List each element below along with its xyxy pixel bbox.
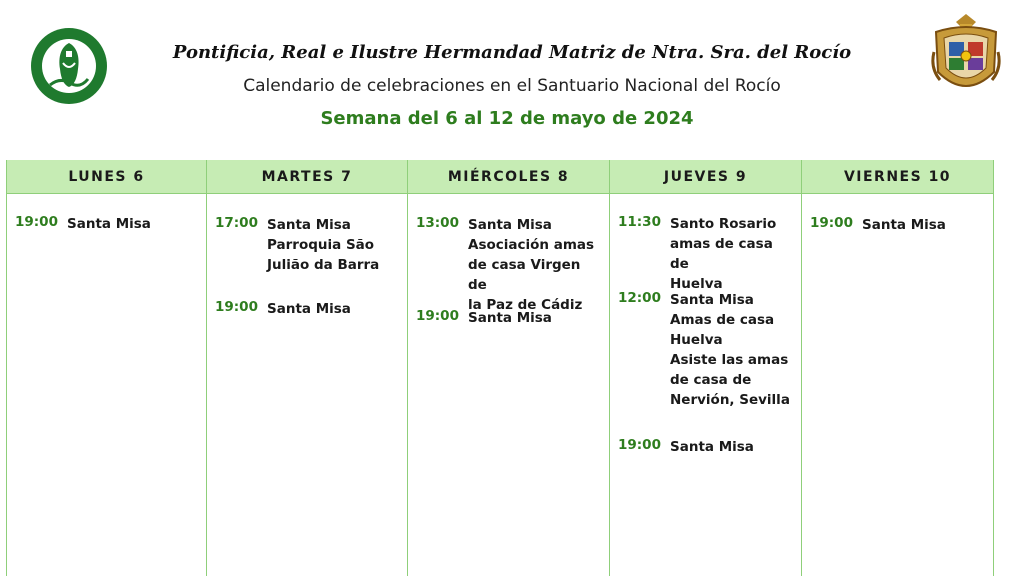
weekly-calendar — [6, 160, 994, 576]
event-line: de casa de — [670, 372, 752, 388]
event-line: Parroquia São — [267, 237, 375, 253]
event-time: 19:00 — [215, 299, 258, 315]
day-column-thursday — [609, 160, 801, 576]
event-line: de casa Virgen de — [468, 257, 581, 293]
event-description — [67, 214, 200, 234]
event-description — [670, 290, 795, 410]
event-line: Santa Misa — [670, 292, 754, 308]
event-line: Santa Misa — [67, 216, 151, 232]
event-description — [468, 308, 603, 328]
event-item — [810, 215, 987, 235]
day-header: LUNES 6 — [7, 160, 206, 194]
event-line: Santa Misa — [267, 301, 351, 317]
event-time: 13:00 — [416, 215, 459, 231]
day-header: VIERNES 10 — [802, 160, 993, 194]
event-item — [215, 299, 401, 319]
event-time: 17:00 — [215, 215, 258, 231]
event-line: la Paz de Cádiz — [468, 297, 583, 313]
day-column-monday — [6, 160, 206, 576]
event-item — [15, 214, 200, 234]
event-line: Amas de casa — [670, 312, 775, 328]
event-line: Santa Misa — [862, 217, 946, 233]
event-time: 12:00 — [618, 290, 661, 306]
event-item — [618, 290, 795, 410]
event-line: Nervión, Sevilla — [670, 392, 790, 408]
event-description — [267, 215, 401, 275]
event-description — [670, 214, 795, 294]
event-description — [468, 215, 603, 315]
day-header: MIÉRCOLES 8 — [408, 160, 609, 194]
day-header: MARTES 7 — [207, 160, 407, 194]
event-time: 19:00 — [810, 215, 853, 231]
page-title: Pontificia, Real e Ilustre Hermandad Matriz de Ntra. Sra. del Rocío — [172, 42, 852, 63]
event-line: Huelva — [670, 332, 723, 348]
event-line: amas de casa de — [670, 236, 773, 272]
event-description — [862, 215, 987, 235]
event-line: Huelva — [670, 276, 723, 292]
day-column-friday — [801, 160, 994, 576]
event-time: 19:00 — [618, 437, 661, 453]
event-time: 11:30 — [618, 214, 661, 230]
event-item — [618, 214, 795, 294]
event-item — [416, 215, 603, 315]
day-column-tuesday — [206, 160, 407, 576]
event-line: Santa Misa — [468, 217, 552, 233]
event-description — [267, 299, 401, 319]
event-line: Santo Rosario — [670, 216, 777, 232]
day-header: JUEVES 9 — [610, 160, 801, 194]
event-item — [618, 437, 795, 457]
event-item — [215, 215, 401, 275]
page-subtitle: Calendario de celebraciones en el Santuario Nacional del Rocío — [243, 76, 781, 96]
event-time: 19:00 — [15, 214, 58, 230]
event-line: Santa Misa — [670, 439, 754, 455]
event-line: Asociación amas — [468, 237, 595, 253]
event-line: Santa Misa — [468, 310, 552, 326]
event-line: Santa Misa — [267, 217, 351, 233]
day-column-wednesday — [407, 160, 609, 576]
week-range: Semana del 6 al 12 de mayo de 2024 — [320, 108, 694, 129]
event-description — [670, 437, 795, 457]
event-line: Julião da Barra — [267, 257, 380, 273]
event-line: Asiste las amas — [670, 352, 789, 368]
event-time: 19:00 — [416, 308, 459, 324]
event-item — [416, 308, 603, 328]
